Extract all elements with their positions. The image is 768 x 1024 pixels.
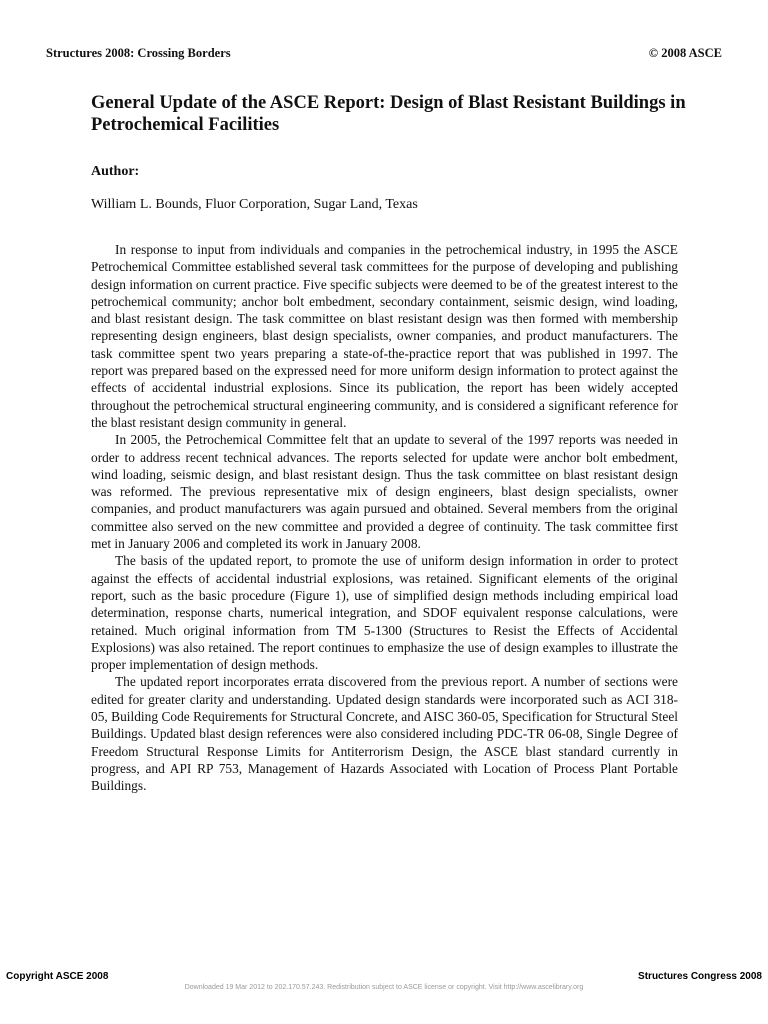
- footer-conference: Structures Congress 2008: [638, 971, 762, 982]
- paragraph: In 2005, the Petrochemical Committee felt that an update to several of the 1997 reports was needed in order to address recent technical advances. The reports selected for update were anchor bolt embedment, wind loading, seismic design, and blast resistant design. Thus the task committee on blast resistant design was reformed. The previous representative mix of design engineers, blast design specialists, owner companies, and product manufacturers was again pursued and obtained. Several members from the original committee also served on the new committee and provided a degree of continuity. The task committee first met in January 2006 and completed its work in January 2008.: [91, 432, 678, 552]
- running-header: [46, 46, 722, 61]
- page-footer: [6, 971, 762, 982]
- author-heading: Author:: [91, 164, 140, 179]
- paragraph: The basis of the updated report, to promote the use of uniform design information in order to protect against the effects of accidental industrial explosions, was retained. Significant elements of the original report, such as the basic procedure (Figure 1), use of simplified design methods including empirical load determination, response charts, numerical integration, and SDOF equivalent response calculations, were retained. Much original information from TM 5-1300 (Structures to Resist the Effects of Accidental Explosions) was also retained. The report continues to emphasize the use of design examples to illustrate the proper implementation of design methods.: [91, 553, 678, 673]
- paragraph: In response to input from individuals and companies in the petrochemical industry, in 1995 the ASCE Petrochemical Committee established several task committees for the purpose of developing and publishing design information on current practice. Five specific subjects were deemed to be of the greatest interest to the petrochemical community; anchor bolt embedment, secondary containment, seismic design, wind loading, and blast resistant design. The task committee on blast resistant design was then formed with membership representing design engineers, blast design specialists, owner companies, and product manufacturers. The task committee spent two years preparing a state-of-the-practice report that was published in 1997. The report was prepared based on the expressed need for more uniform design information to protect against the effects of accidental industrial explosions. Since its publication, the report has been widely accepted throughout the petrochemical structural engineering community, and is considered a significant reference for the blast resistant design community in general.: [91, 242, 678, 430]
- download-note: Downloaded 19 Mar 2012 to 202.170.57.243. Redistribution subject to ASCE license or copyright. Visit http://www.ascelibrary.org: [184, 984, 584, 991]
- body-text: [91, 241, 678, 795]
- copyright-notice: © 2008 ASCE: [648, 46, 722, 60]
- footer-copyright: Copyright ASCE 2008: [6, 971, 109, 982]
- author-affiliation: William L. Bounds, Fluor Corporation, Sugar Land, Texas: [91, 197, 418, 212]
- paper-title: General Update of the ASCE Report: Design of Blast Resistant Buildings in Petrochemical Facilities: [91, 93, 686, 135]
- paragraph: The updated report incorporates errata discovered from the previous report. A number of sections were edited for greater clarity and understanding. Updated design standards were incorporated such as ACI 318-05, Building Code Requirements for Structural Concrete, and AISC 360-05, Specification for Structural Steel Buildings. Updated blast design references were also considered including PDC-TR 06-08, Single Degree of Freedom Structural Response Limits for Antiterrorism Design, the ASCE blast standard currently in progress, and API RP 753, Management of Hazards Associated with Location of Process Plant Portable Buildings.: [91, 674, 678, 794]
- conference-name: Structures 2008: Crossing Borders: [46, 46, 231, 60]
